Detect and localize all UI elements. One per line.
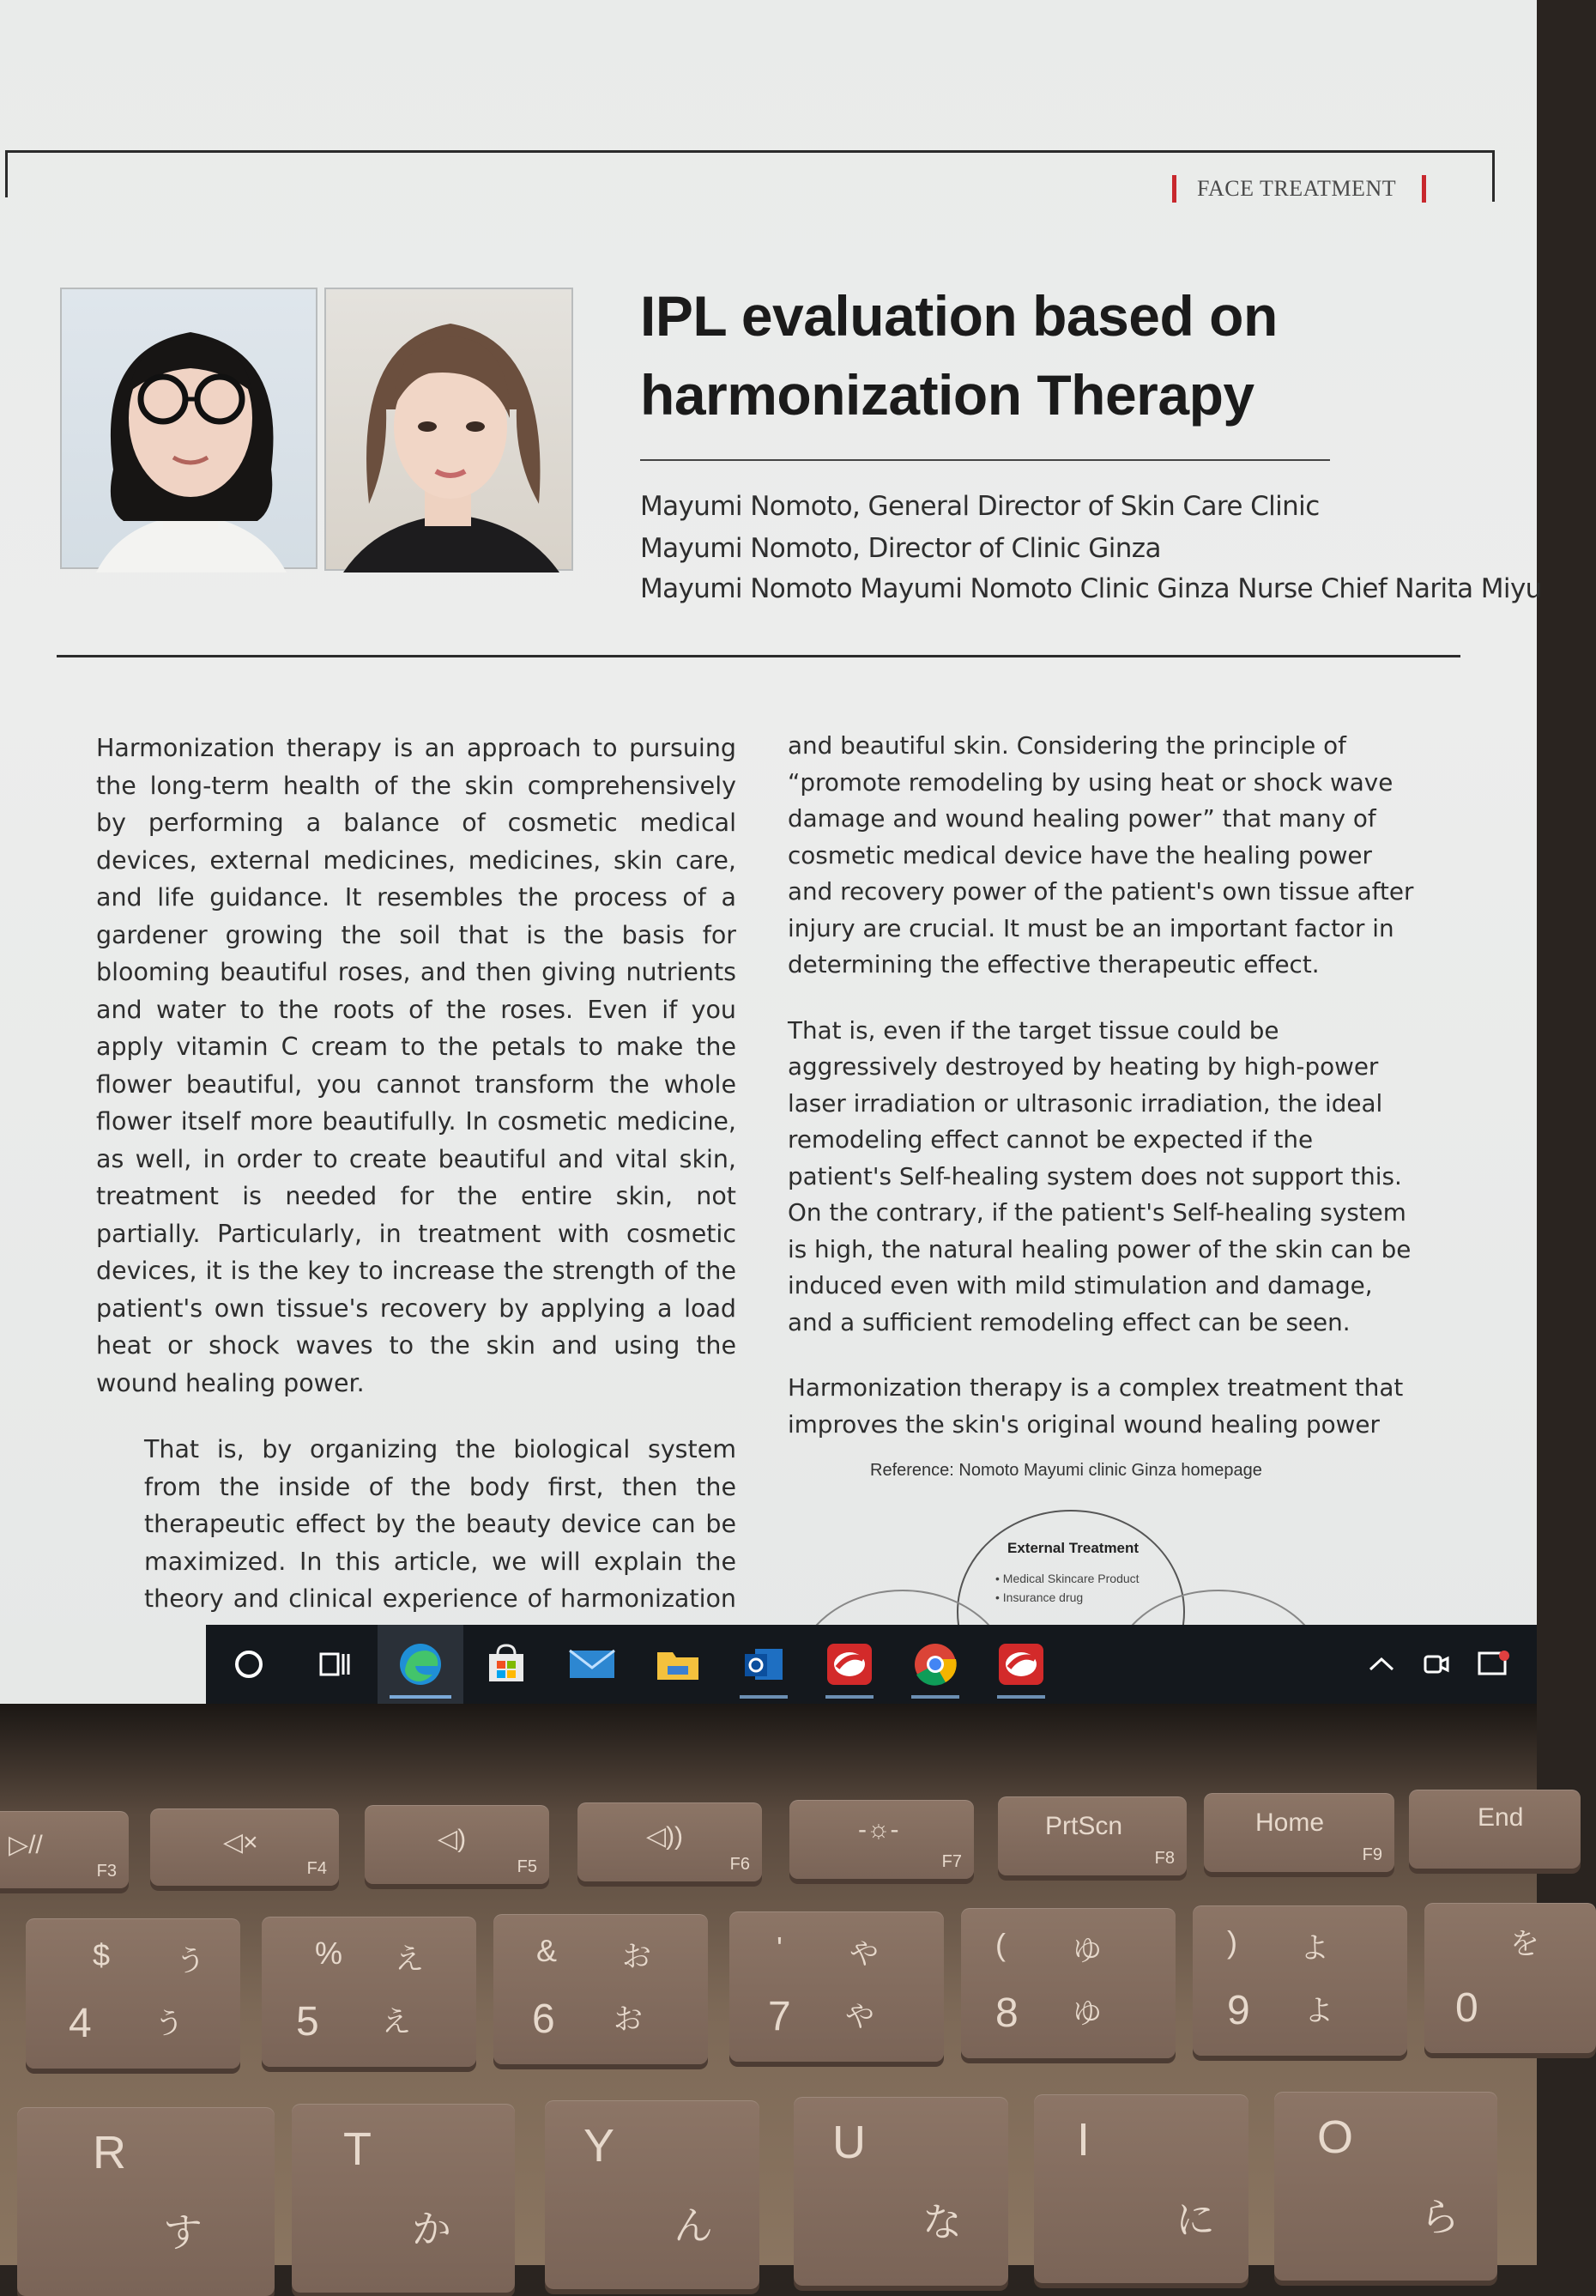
taskbar-trend-micro-button[interactable]: [807, 1625, 892, 1704]
key-fn-label: F8: [1154, 1849, 1175, 1868]
title-line-2: harmonization Therapy: [640, 363, 1254, 427]
taskbar-task-view-button[interactable]: [292, 1625, 378, 1704]
key-symbol: ◁): [438, 1825, 467, 1853]
paragraph: That is, even if the target tissue could be aggressively destroyed by heating by high-power laser irradiation or ultrasonic irradiation, the ideal remodeling effect cannot be expected if the patient's Self-healing system does not support this. On the contrary, if the patient's Self-healing system is high, the natural healing power of the skin can be induced even with mild stimulation and damage, and a sufficient remodeling effect can be seen.: [788, 1015, 1412, 1336]
key-letter: O: [1317, 2111, 1354, 2163]
key-kana-bottom: ゆ: [1073, 1996, 1102, 2031]
section-tag-label: FACE TREATMENT: [1197, 176, 1397, 201]
key-kana: ら: [1420, 2194, 1460, 2240]
key-r[interactable]: [17, 2107, 275, 2296]
title-line-1: IPL evaluation based on: [640, 284, 1278, 348]
key-number: 6: [532, 1996, 555, 2042]
outlook-icon: [741, 1644, 786, 1685]
key-shift-symbol: &: [536, 1933, 558, 1968]
key-letter: T: [343, 2123, 372, 2175]
paragraph: and beautiful skin. Considering the principle of “promote remodeling by using heat or shock wave damage and wound healing power” that many of cosmetic medical device have the healing power and recovery power of the patient's own tissue after injury are crucial. It must be an important factor in determining the effective therapeutic effect.: [788, 731, 1414, 978]
windows-taskbar: [0, 1625, 1537, 1704]
taskbar-mail-button[interactable]: [549, 1625, 635, 1704]
diagram-item: • Medical Skincare Product: [995, 1572, 1140, 1585]
key-kana-bottom: お: [614, 2002, 643, 2037]
diagram-item: • Insurance drug: [995, 1590, 1084, 1604]
tag-bar-right: [1422, 175, 1426, 203]
system-tray: [1367, 1649, 1537, 1680]
key-symbol: ◁)): [646, 1822, 684, 1851]
key-0[interactable]: [1424, 1903, 1596, 2053]
key-fn-label: F9: [1362, 1845, 1382, 1864]
notification-icon[interactable]: [1477, 1649, 1511, 1680]
key-i[interactable]: [1034, 2094, 1248, 2283]
page-frame-left: [5, 150, 8, 197]
key-shift-symbol: (: [995, 1927, 1006, 1962]
key-kana-bottom: や: [845, 2000, 874, 2034]
key-f5[interactable]: [365, 1805, 549, 1884]
key-f4[interactable]: [150, 1808, 339, 1886]
store-icon: [484, 1642, 529, 1687]
key-shift-symbol: ': [777, 1930, 783, 1966]
key-f7[interactable]: [789, 1800, 974, 1879]
taskbar-trend-micro-button-2[interactable]: [978, 1625, 1064, 1704]
key-kana-top: う: [176, 1944, 205, 1978]
diagram-title: External Treatment: [1007, 1540, 1140, 1556]
key-symbol: ▷//: [9, 1831, 43, 1859]
key-letter: Y: [583, 2120, 615, 2172]
key-f3[interactable]: [0, 1811, 129, 1888]
file-explorer-icon: [656, 1645, 700, 1683]
trend-micro-icon: [825, 1642, 874, 1687]
key-number: 5: [296, 1999, 319, 2045]
key-8[interactable]: [961, 1908, 1176, 2058]
key-fn-label: F5: [517, 1857, 537, 1876]
key-number: 9: [1227, 1988, 1250, 2033]
key-shift-symbol: $: [93, 1937, 111, 1972]
author-line-2: Mayumi Nomoto, Director of Clinic Ginza: [640, 533, 1161, 564]
task-view-icon: [316, 1647, 354, 1681]
key-kana-top: よ: [1300, 1931, 1329, 1966]
key-kana-top: え: [395, 1942, 424, 1977]
key-fn-label: F6: [729, 1855, 750, 1874]
treatment-venn-diagram: [849, 1492, 1330, 1629]
author-photo-1: [60, 288, 317, 569]
reference-note: Reference: Nomoto Mayumi clinic Ginza homepage: [870, 1461, 1262, 1480]
title-divider: [640, 459, 1330, 461]
key-kana-top: や: [849, 1937, 879, 1972]
author-line-3: Mayumi Nomoto Mayumi Nomoto Clinic Ginza Nurse Chief Narita Miyu: [640, 573, 1542, 604]
header-divider: [57, 655, 1460, 657]
key-symbol: End: [1478, 1803, 1524, 1832]
article-title: [640, 276, 1412, 434]
section-tag: [1172, 172, 1426, 206]
key-shift-symbol: ): [1227, 1924, 1237, 1960]
laptop-keyboard: [0, 1704, 1537, 2265]
author-portrait-glasses: [62, 289, 319, 571]
key-shift-symbol: %: [315, 1936, 343, 1971]
article-column-left: [96, 730, 736, 1759]
key-kana-top: お: [622, 1940, 651, 1974]
key-kana: す: [163, 2209, 203, 2256]
key-kana-top: ゆ: [1073, 1934, 1102, 1968]
paragraph: Harmonization therapy is an approach to pursuing the long-term health of the skin comprehensively by performing a balance of cosmetic medical devices, external medicines, medicines, skin care, and life guidance. It resembles the process of a gardener growing the soil that is the basis for blooming beautiful roses, and then giving nutrients and water to the roots of the roses. Even if you apply vitamin C cream to the petals to make the flower beautiful, you cannot transform the whole flower itself more beautifully. In cosmetic medicine, as well, in order to create beautiful and vital skin, treatment is needed for the entire skin, not partially. Particularly, in treatment with cosmetic devices, it is the key to increase the strength of the patient's own tissue's recovery by applying a load heat or shock waves to the skin and using the wound healing power.: [96, 734, 736, 1397]
key-4[interactable]: [26, 1918, 240, 2069]
chrome-icon: [911, 1640, 959, 1688]
key-y[interactable]: [545, 2100, 759, 2289]
key-number: 4: [69, 2001, 92, 2046]
key-t[interactable]: [292, 2104, 515, 2293]
key-f8-prtscn[interactable]: [998, 1796, 1187, 1875]
article-column-right: [788, 728, 1421, 1472]
author-photo-2: [324, 288, 573, 571]
key-kana: に: [1176, 2196, 1215, 2243]
key-letter: U: [832, 2117, 866, 2168]
key-fn-label: F3: [96, 1862, 117, 1881]
taskbar-cortana-button[interactable]: [206, 1625, 292, 1704]
author-line-1: Mayumi Nomoto, General Director of Skin Care Clinic: [640, 491, 1320, 522]
taskbar-file-explorer-button[interactable]: [635, 1625, 721, 1704]
taskbar-outlook-button[interactable]: [721, 1625, 807, 1704]
key-f6[interactable]: [577, 1802, 762, 1881]
trend-micro-icon: [997, 1642, 1045, 1687]
key-9[interactable]: [1193, 1905, 1407, 2056]
taskbar-edge-button[interactable]: [378, 1625, 463, 1704]
key-symbol: Home: [1255, 1808, 1325, 1837]
mail-icon: [568, 1647, 616, 1681]
edge-icon: [396, 1640, 444, 1688]
key-u[interactable]: [794, 2097, 1008, 2286]
cortana-icon: [232, 1647, 266, 1681]
meet-now-icon[interactable]: [1422, 1650, 1451, 1679]
key-symbol: ◁×: [223, 1828, 258, 1857]
key-number: 8: [995, 1990, 1019, 2036]
tag-bar-left: [1172, 175, 1176, 203]
key-7[interactable]: [729, 1911, 944, 2062]
key-number: 7: [768, 1994, 791, 2039]
taskbar-store-button[interactable]: [463, 1625, 549, 1704]
key-number: 0: [1455, 1985, 1478, 2031]
key-6[interactable]: [493, 1914, 708, 2064]
author-portrait-2: [326, 289, 575, 572]
key-kana: な: [922, 2199, 962, 2245]
key-kana-bottom: え: [382, 2005, 411, 2039]
taskbar-search-area[interactable]: [0, 1625, 206, 1704]
paragraph: That is, by organizing the biological system from the inside of the body first, then the therapeutic effect by the beauty device can be maximized. In this article, we will explain the theory and clinical experience of harmonization: [144, 1435, 736, 1613]
key-kana-top: を: [1510, 1927, 1539, 1961]
key-kana-bottom: う: [154, 2007, 184, 2041]
key-f9-home[interactable]: [1204, 1793, 1394, 1872]
key-letter: R: [93, 2127, 126, 2178]
key-fn-label: F4: [306, 1859, 327, 1878]
key-kana: か: [412, 2206, 451, 2252]
key-symbol: PrtScn: [1045, 1812, 1123, 1840]
key-5[interactable]: [262, 1917, 476, 2067]
paragraph: Harmonization therapy is a complex treatment that improves the skin's original wound healing power: [788, 1373, 1404, 1439]
chevron-up-icon[interactable]: [1367, 1654, 1396, 1675]
key-symbol: -☼-: [858, 1815, 899, 1844]
key-kana: ん: [674, 2202, 713, 2249]
key-kana-bottom: よ: [1304, 1994, 1333, 2028]
key-letter: I: [1077, 2114, 1091, 2166]
key-fn-label: F7: [941, 1852, 962, 1871]
page-frame-top: [5, 150, 1495, 153]
key-end[interactable]: [1409, 1790, 1581, 1869]
taskbar-chrome-button[interactable]: [892, 1625, 978, 1704]
page-frame-right: [1492, 150, 1495, 202]
key-o[interactable]: [1274, 2092, 1497, 2281]
